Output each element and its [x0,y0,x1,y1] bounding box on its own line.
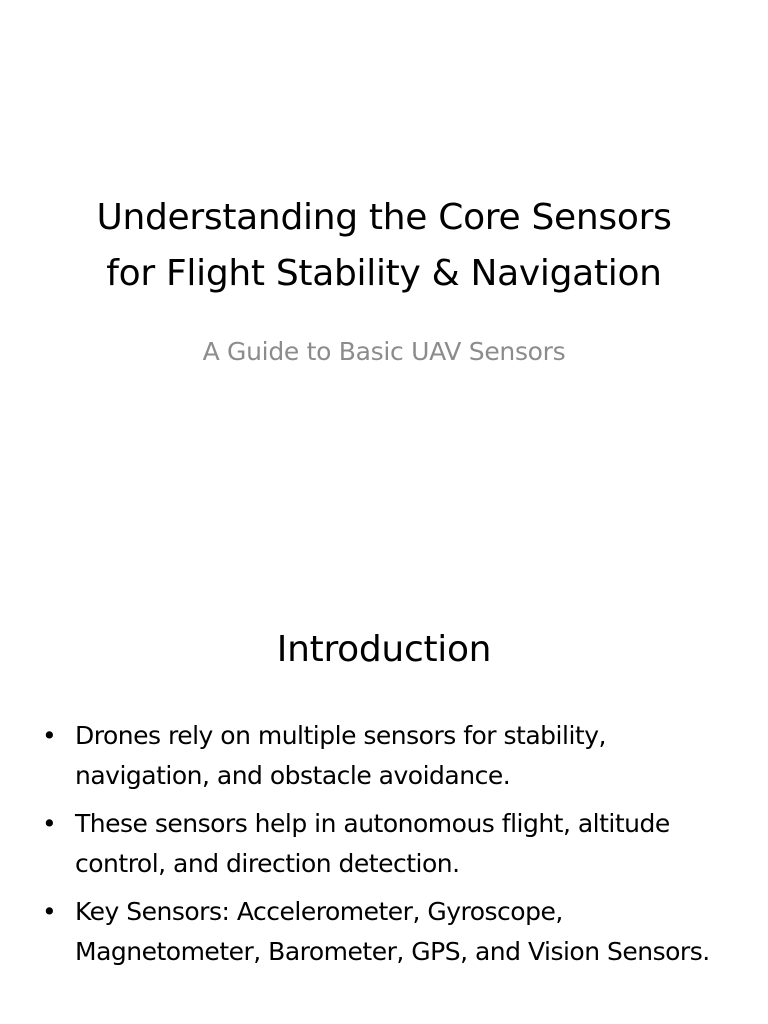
bullet-icon: • [42,721,57,750]
presentation-subtitle: A Guide to Basic UAV Sensors [202,337,566,366]
bullet-item [40,804,720,884]
bullet-item [40,716,720,796]
introduction-heading: Introduction [276,629,492,670]
title-line-2: for Flight Stability & Navigation [106,253,662,294]
bullet-icon: • [42,897,57,926]
presentation-title [40,190,728,302]
bullet-text: Drones rely on multiple sensors for stability, navigation, and obstacle avoidance. [75,721,606,790]
introduction-slide [0,576,768,1024]
bullet-icon: • [42,809,57,838]
introduction-bullet-list [40,716,720,980]
bullet-text: These sensors help in autonomous flight, altitude control, and direction detection. [75,809,670,878]
bullet-item [40,892,720,972]
title-line-1: Understanding the Core Sensors [96,197,672,238]
bullet-text: Key Sensors: Accelerometer, Gyroscope, Magnetometer, Barometer, GPS, and Vision Sensors. [75,897,710,966]
